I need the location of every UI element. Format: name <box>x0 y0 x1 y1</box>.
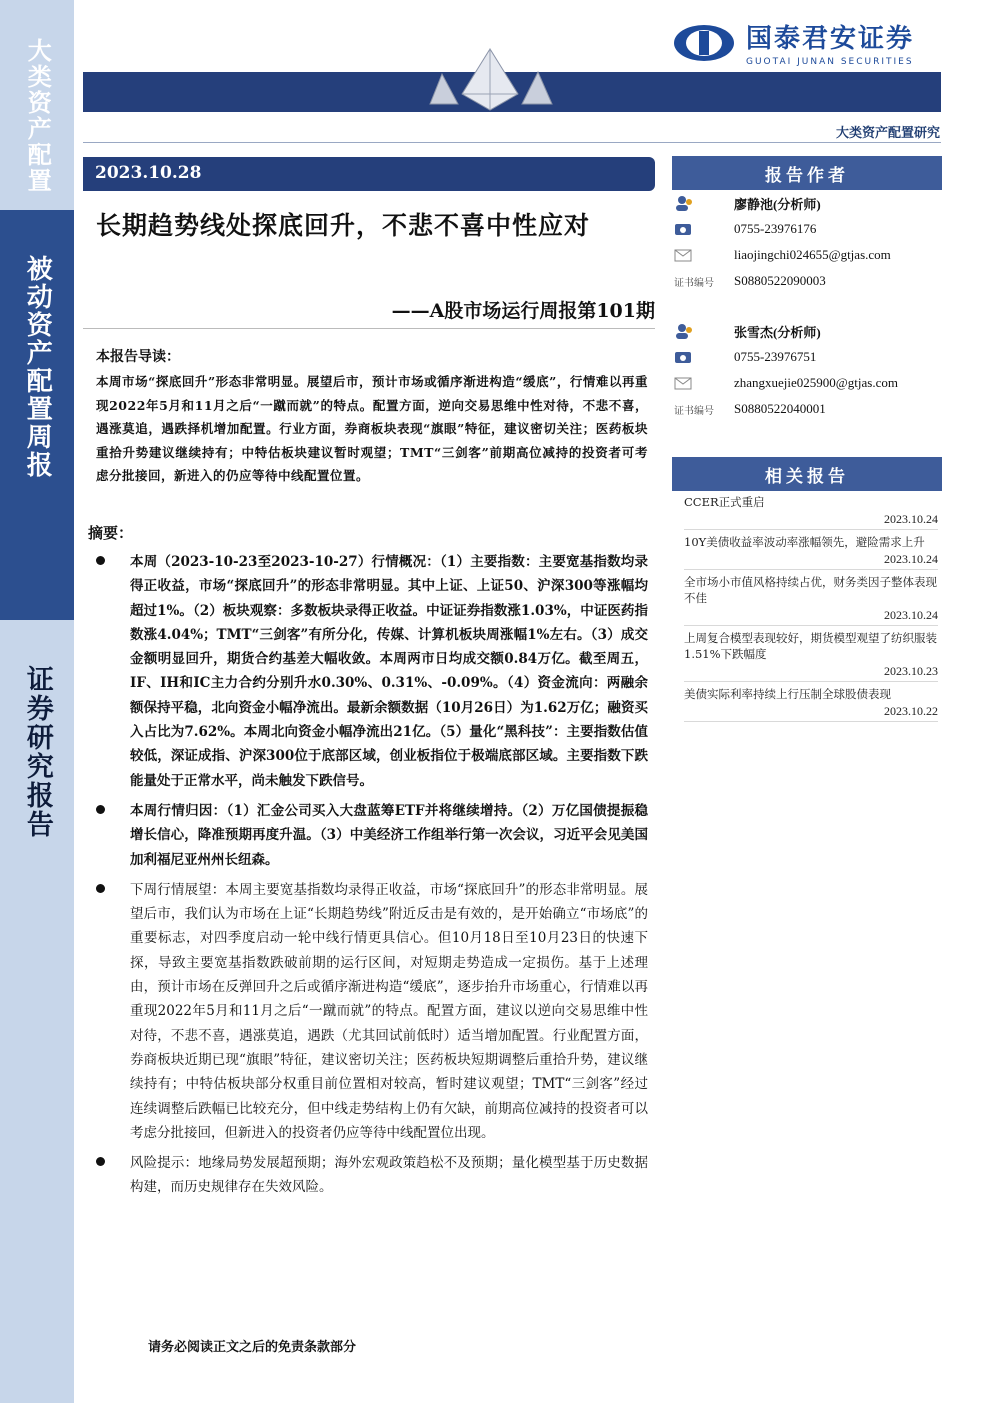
author-email[interactable]: zhangxuejie025900@gtjas.com <box>734 375 898 390</box>
authors-panel-title: 报告作者 <box>765 166 849 186</box>
guide-heading: 本报告导读： <box>96 349 180 365</box>
summary-bullet <box>96 799 648 872</box>
sidebar-bottom-label: 证券研究报告 <box>21 665 53 839</box>
related-report-title[interactable]: 美债实际利率持续上行压制全球股债表现 <box>684 687 891 701</box>
page-subtitle: ——A股市场运行周报第101期 <box>391 300 655 322</box>
author-phone: 0755-23976176 <box>734 221 817 236</box>
summary-bullet-text: 本周（2023-10-23至2023-10-27）行情概况：（1）主要指数：主要宽基指数均录得正收益，市场“探底回升”的形态非常明显。其中上证、上证50、沪深300等涨幅均超过1%。（2）板块观察：多数板块录得正收益。中证证券指数涨1.03%，中证医药指数涨4.04%；TMT“三剑客”有所分化，传媒、计算机板块周涨幅1%左右。（3）成交金额明显回升，期货合约基差大幅收敛。本周两市日均成交额0.84万亿。截至周五，IF、IH和IC主力合约分别升水0.30%、0.31%、-0.09%。（4）资金流向：两融余额保持平稳，北向资金小幅净流出。最新余额数据（10月26日）为1.62万亿；融资买入占比为7.62%。本周北向资金小幅净流出21亿。（5）量化“黑科技”：主要指数估值较低，深证成指、沪深300位于底部区域，创业板指位于极端底部区域。主要指数下跌能量处于正常水平，尚未触发下跌信号。 <box>130 554 648 789</box>
related-report-date: 2023.10.23 <box>884 664 938 678</box>
related-report-date: 2023.10.24 <box>884 512 938 526</box>
disclaimer-note: 请务必阅读正文之后的免责条款部分 <box>148 1340 357 1355</box>
guide-text: 本周市场“探底回升”形态非常明显。展望后市，预计市场或循序渐进构造“缓底”，行情难以再重现2022年5月和11月之后“一蹴而就”的特点。配置方面，逆向交易思维中性对待，不悲不喜，遇涨莫追，遇跌择机增加配置。行业方面，券商板块表现“旗眼”特征，建议密切关注；医药板块重拾升势建议继续持有；中特估板块建议暂时观望；TMT“三剑客”前期高位减持的投资者可考虑分批接回，新进入的仍应等待中线配置位置。 <box>96 374 648 483</box>
divider <box>83 142 941 143</box>
date-bar <box>83 157 655 191</box>
phone-icon <box>674 219 734 239</box>
authors-panel-header <box>672 156 942 190</box>
related-report-date: 2023.10.24 <box>884 552 938 566</box>
brand-logo <box>672 18 914 67</box>
bullet-icon <box>96 884 105 893</box>
sidebar-top-label: 大类资产配置 <box>23 38 53 194</box>
summary-bullet-text: 本周行情归因：（1）汇金公司买入大盘蓝筹ETF并将继续增持。（2）万亿国债提振稳增长信心，降准预期再度升温。（3）中美经济工作组举行第一次会议，习近平会见美国加利福尼亚州州长纽森。 <box>130 802 648 868</box>
sidebar-section-middle <box>0 210 74 620</box>
mail-icon <box>674 245 734 265</box>
bullet-icon <box>96 805 105 814</box>
author-cert: S0880522040001 <box>734 401 826 416</box>
related-report-item[interactable] <box>684 534 938 570</box>
related-report-title[interactable]: 10Y美债收益率波动率涨幅领先，避险需求上升 <box>684 535 925 549</box>
summary-bullet <box>96 878 648 1145</box>
sidebar-section-bottom <box>0 625 74 1403</box>
summary-bullet-text: 风险提示：地缘局势发展超预期；海外宏观政策趋松不及预期；量化模型基于历史数据构建，而历史规律存在失效风险。 <box>130 1155 648 1196</box>
mail-icon <box>674 373 734 393</box>
author-card <box>674 190 942 294</box>
bullet-icon <box>96 1157 105 1166</box>
related-report-item[interactable] <box>684 494 938 530</box>
related-report-title[interactable]: 全市场小市值风格持续占优，财务类因子整体表现不佳 <box>684 575 937 605</box>
brand-name-cn: 国泰君安证券 <box>746 24 915 54</box>
summary-bullet-text: 下周行情展望：本周主要宽基指数均录得正收益，市场“探底回升”的形态非常明显。展望后市，我们认为市场在上证“长期趋势线”附近反击是有效的，是开始确立“市场底”的重要标志，对四季度启动一轮中线行情更具信心。但10月18日至10月23日的快速下探，导致主要宽基指数跌破前期的运行区间，对短期走势造成一定损伤。基于上述理由，预计市场在反弹回升之后或循序渐进构造“缓底”，逐步抬升市场重心，行情难以再重现2022年5月和11月之后“一蹴而就”的特点。配置方面，建议以逆向交易思维中性对待，不悲不喜，遇涨莫追，遇跌（尤其回试前低时）适当增加配置。行业配置方面，券商板块近期已现“旗眼”特征，建议密切关注；医药板块短期调整后重拾升势，建议继续持有；中特估板块部分权重目前位置相对较高，暂时建议观望；TMT“三剑客”经过连续调整后跌幅已比较充分，但中线走势结构上仍有欠缺，前期高位减持的投资者可以考虑分批接回，但新进入的投资者仍应等待中线配置位出现。 <box>130 881 648 1141</box>
summary-list <box>96 550 648 1206</box>
related-report-item[interactable] <box>684 574 938 626</box>
phone-icon <box>674 347 734 367</box>
related-report-item[interactable] <box>684 686 938 722</box>
diamond-decoration-icon <box>410 44 570 114</box>
author-phone: 0755-23976751 <box>734 349 817 364</box>
page-title: 长期趋势线处探底回升，不悲不喜中性应对 <box>96 211 591 240</box>
person-icon <box>674 321 734 341</box>
summary-bullet <box>96 550 648 793</box>
related-report-date: 2023.10.24 <box>884 608 938 622</box>
related-report-item[interactable] <box>684 630 938 682</box>
related-report-date: 2023.10.22 <box>884 704 938 718</box>
cert-label: 证书编号 <box>674 405 714 417</box>
report-category: 大类资产配置研究 <box>835 126 940 141</box>
related-report-title[interactable]: 上周复合模型表现较好，期货模型观望了纺织服装1.51%下跌幅度 <box>684 631 937 661</box>
bullet-icon <box>96 556 105 565</box>
author-name: 廖静池(分析师) <box>734 196 821 212</box>
brand-name-en: GUOTAI JUNAN SECURITIES <box>746 57 914 67</box>
author-card <box>674 318 942 422</box>
left-sidebar <box>0 0 74 1403</box>
related-reports-list <box>684 494 938 726</box>
sidebar-section-top <box>0 0 74 205</box>
divider <box>83 328 655 329</box>
person-icon <box>674 193 734 213</box>
related-report-title[interactable]: CCER正式重启 <box>684 495 765 509</box>
cert-label: 证书编号 <box>674 277 714 289</box>
author-name: 张雪杰(分析师) <box>734 324 821 340</box>
summary-bullet <box>96 1151 648 1200</box>
sidebar-middle-label: 被动资产配置周报 <box>22 255 53 479</box>
related-panel-header <box>672 457 942 491</box>
report-date: 2023.10.28 <box>95 163 202 183</box>
related-panel-title: 相关报告 <box>765 467 849 487</box>
author-cert: S0880522090003 <box>734 273 826 288</box>
author-email[interactable]: liaojingchi024655@gtjas.com <box>734 247 891 262</box>
summary-heading: 摘要： <box>88 524 134 542</box>
brand-mark-icon <box>672 23 736 63</box>
